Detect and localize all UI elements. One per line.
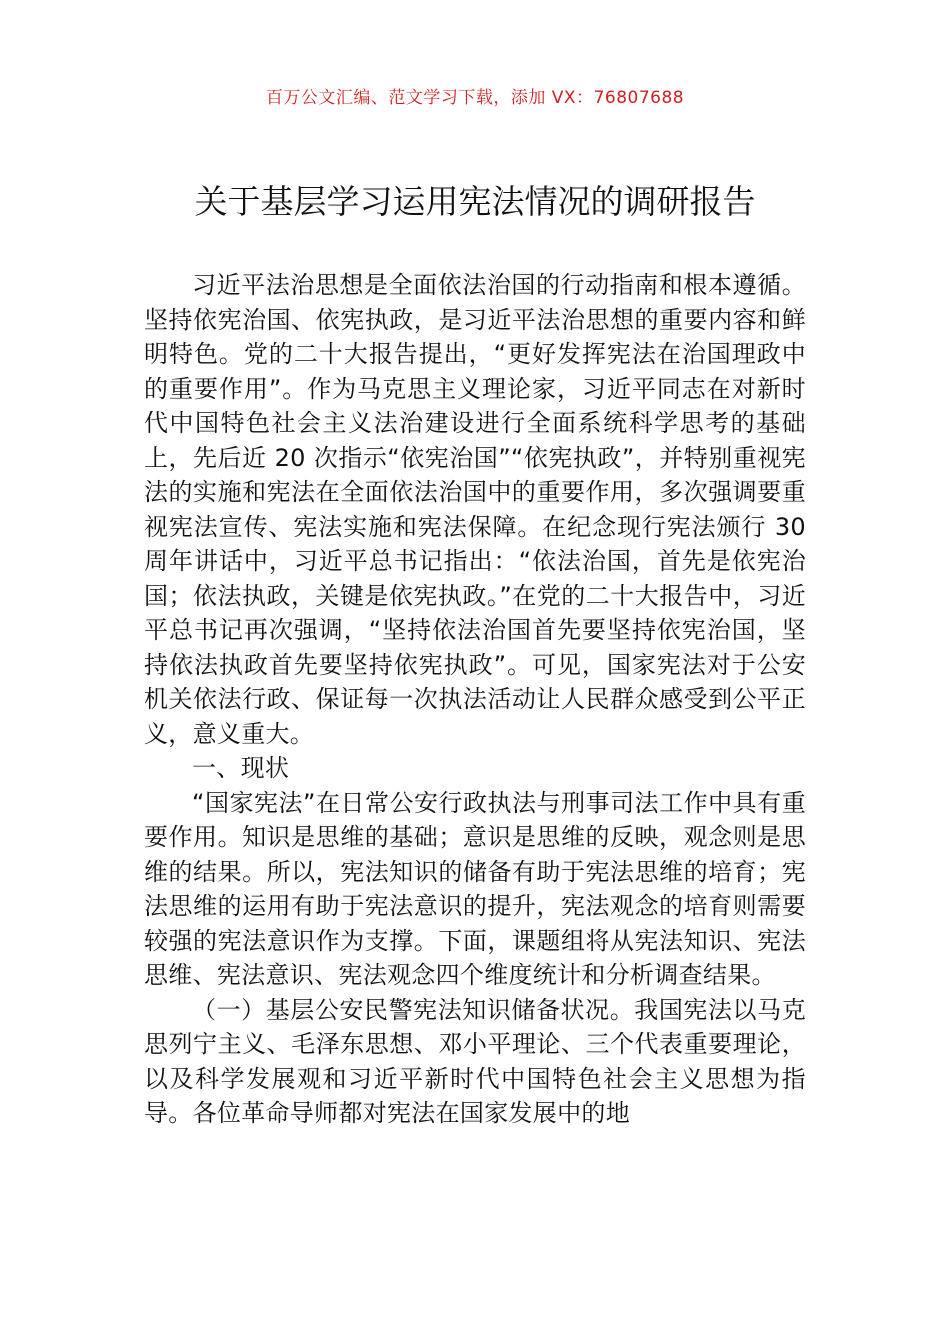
document-body — [144, 268, 806, 1131]
section-heading-status: 一、现状 — [192, 754, 290, 782]
document-title: 关于基层学习运用宪法情况的调研报告 — [194, 182, 756, 221]
header-note: 百万公文汇编、范文学习下载，添加 VX：76807688 — [265, 88, 685, 108]
paragraph-status: “国家宪法”在日常公安行政执法与刑事司法工作中具有重要作用。知识是思维的基础；意识是思维的反映，观念则是思维的结果。所以，宪法知识的储备有助于宪法思维的培育；宪法思维的运用有助于宪法意识的提升，宪法观念的培育则需要较强的宪法意识作为支撑。下面，课题组将从宪法知识、宪法思维、宪法意识、宪法观念四个维度统计和分析调查结果。 — [144, 788, 806, 989]
paragraph-intro: 习近平法治思想是全面依法治国的行动指南和根本遵循。坚持依宪治国、依宪执政，是习近平法治思想的重要内容和鲜明特色。党的二十大报告提出，“更好发挥宪法在治国理政中的重要作用”。作为马克思主义理论家，习近平同志在对新时代中国特色社会主义法治建设进行全面系统科学思考的基础上，先后近 20 次指示“依宪治国”“依宪执政”，并特别重视宪法的实施和宪法在全面依法治国中的重要作用，多次强调要重视宪法宣传、宪法实施和宪法保障。在纪念现行宪法颁行 30 周年讲话中，习近平总书记指出：“依法治国，首先是依宪治国；依法执政，关键是依宪执政。”在党的二十大报告中，习近平总书记再次强调，“坚持依法治国首先要坚持依宪治国，坚持依法执政首先要坚持依宪执政”。可见，国家宪法对于公安机关依法行政、保证每一次执法活动让人民群众感受到公平正义，意义重大。 — [144, 271, 806, 748]
paragraph-subsection-1: （一）基层公安民警宪法知识储备状况。我国宪法以马克思列宁主义、毛泽东思想、邓小平理论、三个代表重要理论，以及科学发展观和习近平新时代中国特色社会主义思想为指导。各位革命导师都对宪法在国家发展中的地 — [144, 995, 806, 1127]
